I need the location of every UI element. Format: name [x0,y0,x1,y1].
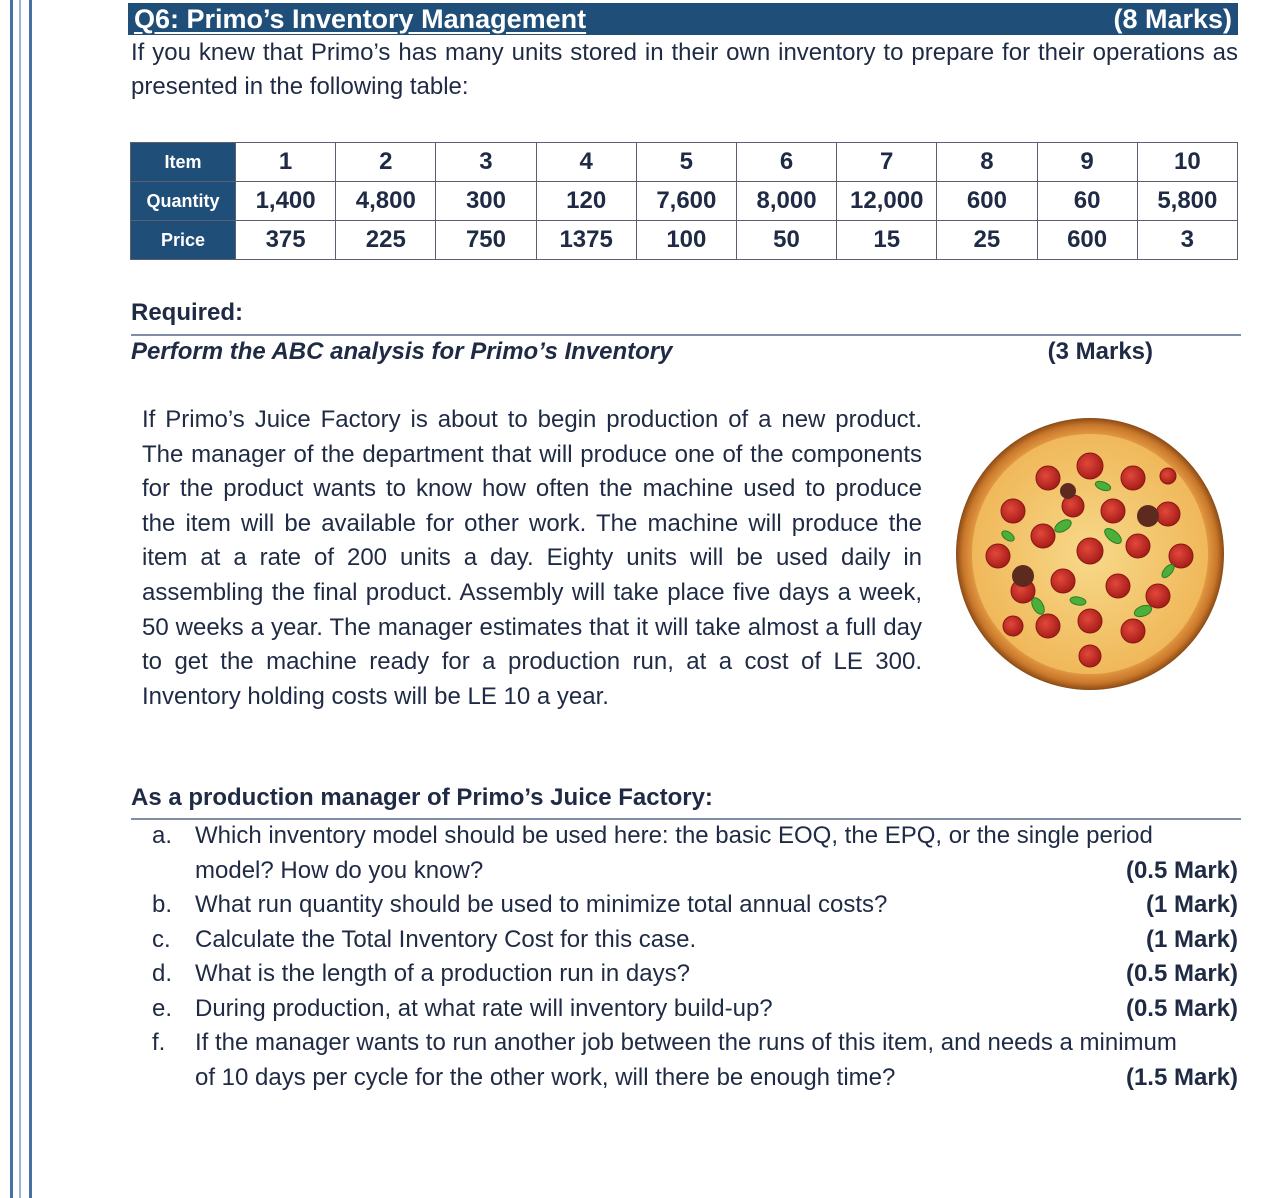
table-cell: 100 [636,221,736,260]
table-cell: 600 [1037,221,1137,260]
question-item-c [131,923,1238,958]
question-letter: d. [152,960,173,987]
table-cell: 50 [736,221,836,260]
table-cell: 1 [236,143,336,182]
question-letter: f. [152,1029,166,1056]
inventory-table [130,142,1238,260]
pizza-illustration [953,416,1227,692]
question-text: During production, at what rate will inventory build-up? [195,995,773,1022]
table-row-quantity [131,182,1238,221]
question-text-continued: model? How do you know? [195,856,484,884]
question-letter: e. [152,995,173,1022]
table-cell: 9 [1037,143,1137,182]
table-row-item [131,143,1238,182]
section-divider [131,334,1241,336]
table-cell: 4 [536,143,636,182]
table-cell: 4,800 [336,182,436,221]
question-title-bar [128,3,1238,35]
question-item-e [131,992,1238,1027]
row-label-price: Price [131,221,236,260]
question-text: Calculate the Total Inventory Cost for this case. [195,926,697,953]
table-cell: 1,400 [236,182,336,221]
question-text: If the manager wants to run another job between the runs of this item, and needs a minimum [195,1029,1177,1056]
table-cell: 6 [736,143,836,182]
table-cell: 25 [937,221,1037,260]
question-text: What is the length of a production run in days? [195,960,690,987]
question-text: Which inventory model should be used here: the basic EOQ, the EPQ, or the single period [195,822,1153,849]
table-cell: 1375 [536,221,636,260]
question-title: Q6: Primo’s Inventory Management [134,3,587,34]
required-task-row [131,337,1153,367]
table-cell: 7,600 [636,182,736,221]
question-text-continued: of 10 days per cycle for the other work, will there be enough time? [195,1063,896,1091]
required-heading: Required: [131,299,244,326]
table-cell: 3 [1137,221,1237,260]
table-cell: 10 [1137,143,1237,182]
question-letter: b. [152,891,173,918]
table-row-price [131,221,1238,260]
table-cell: 8 [937,143,1037,182]
question-text: What run quantity should be used to minimize total annual costs? [195,891,888,918]
table-cell: 8,000 [736,182,836,221]
table-cell: 2 [336,143,436,182]
table-cell: 7 [837,143,937,182]
table-cell: 15 [837,221,937,260]
table-cell: 5 [636,143,736,182]
question-item-f [131,1026,1238,1096]
scenario-paragraph: If Primo’s Juice Factory is about to begin production of a new product. The manager of the department that will produce one of the components for the product wants to know how often the machine used to produce the item will be available for other work. The machine will produce the item at a rate of 200 units a day. Eighty units will be used daily in assembling the final product. Assembly will take place five days a week, 50 weeks a year. The manager estimates that it will take almost a full day to get the machine ready for a production run, at a cost of LE 300. Inventory holding costs will be LE 10 a year. [142,406,922,710]
question-marks: (0.5 Mark) [1125,995,1238,1022]
question-letter: a. [152,822,173,849]
table-cell: 12,000 [837,182,937,221]
table-cell: 300 [436,182,536,221]
table-cell: 225 [336,221,436,260]
table-cell: 3 [436,143,536,182]
question-marks: (1.5 Mark) [1125,1063,1238,1091]
question-marks: (0.5 Mark) [1125,856,1238,884]
required-task: Perform the ABC analysis for Primo’s Inventory [131,338,673,365]
question-marks: (1 Mark) [1145,891,1238,918]
row-label-quantity: Quantity [131,182,236,221]
table-cell: 5,800 [1137,182,1237,221]
question-item-b [131,888,1238,923]
question-marks: (0.5 Mark) [1125,960,1238,987]
table-cell: 600 [937,182,1037,221]
page-border-decoration [10,0,32,1198]
question-total-marks: (8 Marks) [1113,3,1232,34]
table-cell: 750 [436,221,536,260]
question-letter: c. [152,926,171,953]
table-cell: 375 [236,221,336,260]
intro-paragraph: If you knew that Primo’s has many units stored in their own inventory to prepare for their operations as presented in the following table: [131,39,1238,100]
required-task-marks: (3 Marks) [1047,338,1153,365]
production-manager-heading: As a production manager of Primo’s Juice Factory: [131,784,713,811]
question-marks: (1 Mark) [1145,926,1238,953]
row-label-item: Item [131,143,236,182]
question-item-d [131,957,1238,992]
table-cell: 120 [536,182,636,221]
table-cell: 60 [1037,182,1137,221]
question-item-a [131,819,1238,889]
